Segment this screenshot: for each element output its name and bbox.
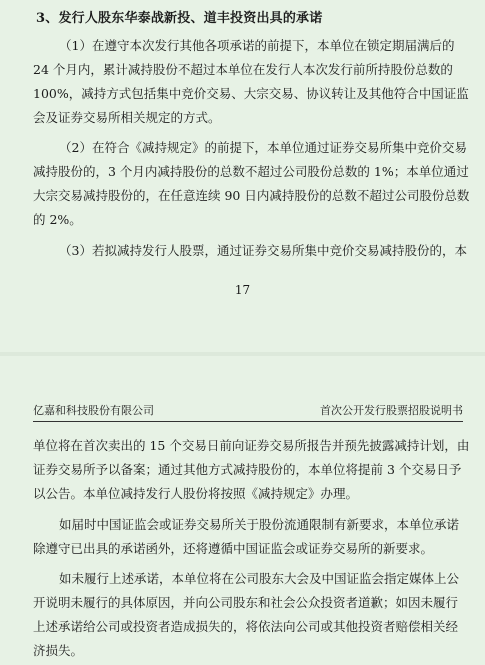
text-line: 证券交易所予以备案；通过其他方式减持股份的，本单位将提前 3 个交易日予 <box>33 462 462 477</box>
paragraph-new-requirements <box>33 513 463 561</box>
text-line: 大宗交易减持股份的，在任意连续 90 日内减持股份的总数不超过公司股份总数 <box>33 188 470 203</box>
text-line: 开说明未履行的具体原因，并向公司股东和社会公众投资者道歉；如因未履行 <box>33 595 459 610</box>
text-line: 以公告。本单位减持发行人股份将按照《减持规定》办理。 <box>33 486 359 501</box>
page-number: 17 <box>234 283 251 297</box>
paragraph-commitment-1 <box>33 34 469 130</box>
text-line: （3）若拟减持发行人股票，通过证券交易所集中竞价交易减持股份的，本 <box>59 243 467 258</box>
text-line: 会及证券交易所相关规定的方式。 <box>33 110 221 125</box>
text-line: 济损失。 <box>33 643 84 658</box>
text-line: 单位将在首次卖出的 15 个交易日前向证券交易所报告并预先披露减持计划，由 <box>33 438 470 453</box>
text-line: （1）在遵守本次发行其他各项承诺的前提下，本单位在锁定期届满后的 <box>59 38 455 53</box>
header-company-name: 亿嘉和科技股份有限公司 <box>33 404 154 417</box>
text-line: 除遵守已出具的承诺函外，还将遵循中国证监会或证券交易所的新要求。 <box>33 541 434 556</box>
text-line: 如届时中国证监会或证券交易所关于股份流通限制有新要求，本单位承诺 <box>59 517 460 532</box>
header-rule <box>33 421 463 422</box>
paragraph-breach-consequence <box>33 567 463 663</box>
paragraph-commitment-2 <box>33 136 470 232</box>
text-line: 100%，减持方式包括集中竞价交易、大宗交易、协议转让及其他符合中国证监 <box>33 86 469 101</box>
text-line: 24 个月内，累计减持股份不超过本单位在发行人本次发行前所持股份总数的 <box>33 62 453 77</box>
header-document-title: 首次公开发行股票招股说明书 <box>320 404 463 417</box>
text-line: 的 2%。 <box>33 212 82 227</box>
text-line: 减持股份的，3 个月内减持股份的总数不超过公司股份总数的 1%；本单位通过 <box>33 164 469 179</box>
text-line: 上述承诺给公司或投资者造成损失的，将依法向公司或其他投资者赔偿相关经 <box>33 619 459 634</box>
document-page-bottom <box>0 356 485 665</box>
paragraph-continuation <box>33 434 470 506</box>
text-line: （2）在符合《减持规定》的前提下，本单位通过证券交易所集中竞价交易 <box>59 140 467 155</box>
text-line: 如未履行上述承诺，本单位将在公司股东大会及中国证监会指定媒体上公 <box>59 571 460 586</box>
section-heading: 3、发行人股东华泰战新投、道丰投资出具的承诺 <box>36 11 323 26</box>
paragraph-commitment-3 <box>33 239 467 263</box>
